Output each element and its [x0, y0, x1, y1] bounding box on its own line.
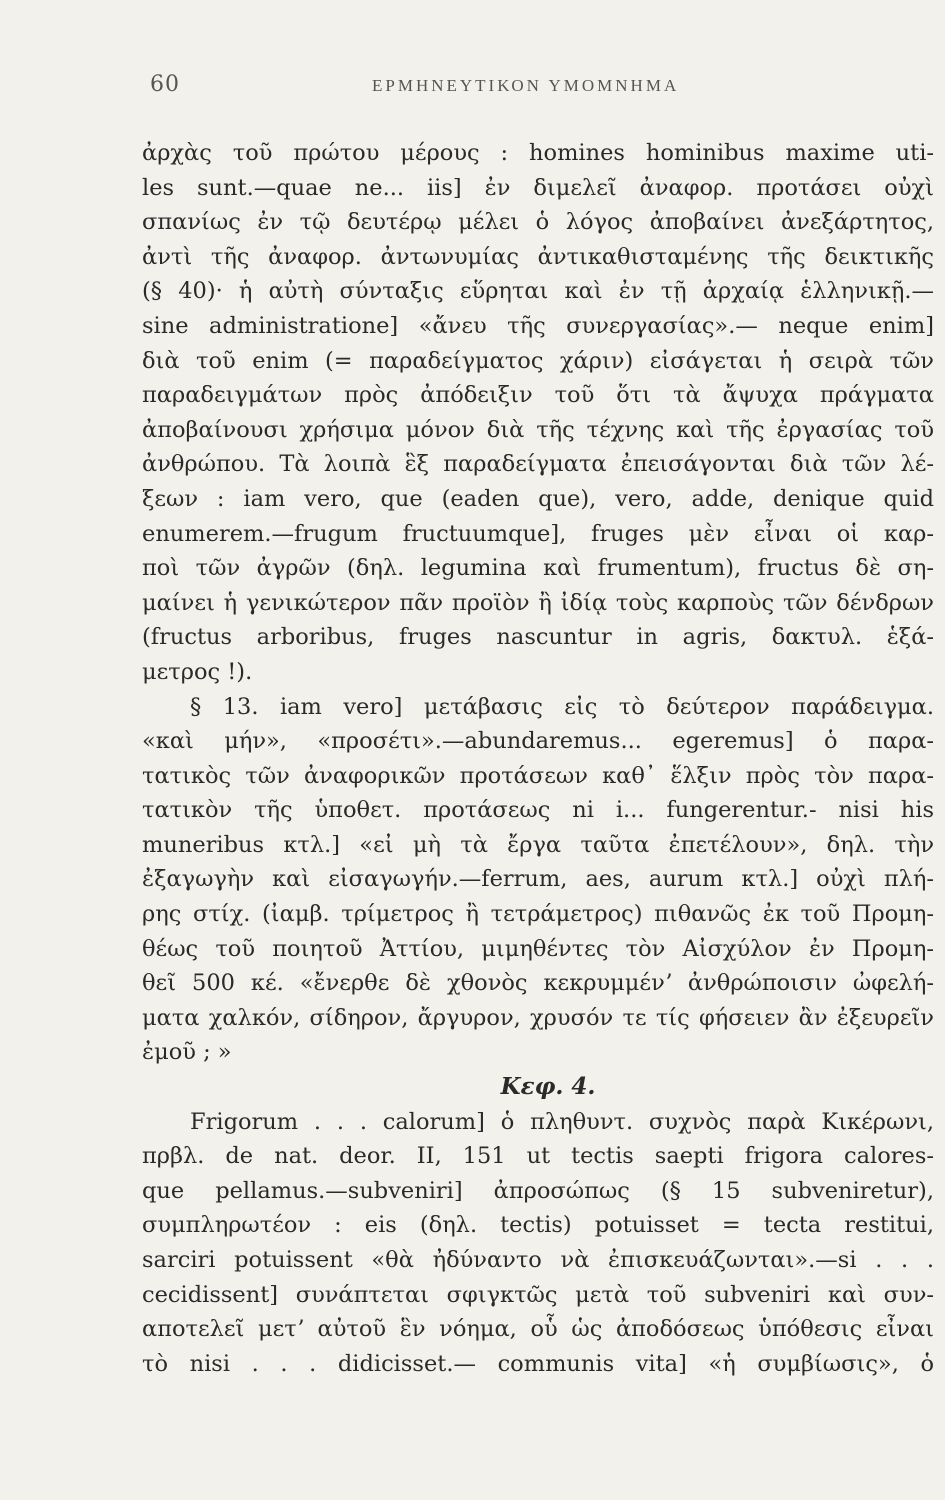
text-line: ἐξαγωγὴν καὶ εἰσαγωγήν.—ferrum, aes, aurum κτλ.] οὐχὶ πλή- [142, 866, 934, 893]
text-line: συμπληρωτέον : eis (δηλ. tectis) potuisset = tecta restitui, [142, 1212, 934, 1239]
text-line: ἀντὶ τῆς ἀναφορ. ἀντωνυμίας ἀντικαθισταμένης τῆς δεικτικῆς [142, 243, 934, 270]
text-line: sarciri potuissent «θὰ ἠδύναντο νὰ ἐπισκευάζωνται».—si . . . [142, 1247, 934, 1273]
text-line: ποὶ τῶν ἀγρῶν (δηλ. legumina καὶ frumentum), fructus δὲ ση- [142, 555, 934, 582]
text-line: τὸ nisi . . . didicisset.— communis vita] «ἡ συμβίωσις», ὁ [142, 1350, 934, 1377]
text-line: μαίνει ἡ γενικώτερον πᾶν προϊὸν ἢ ἰδίᾳ τοὺς καρποὺς τῶν δένδρων [142, 589, 934, 616]
text-line: ξεων : iam vero, que (eaden que), vero, adde, denique quid [142, 485, 934, 512]
text-line: μετρος !). [142, 658, 253, 685]
text-line: enumerem.—frugum fructuumque], fruges μὲν εἶναι οἱ καρ- [142, 520, 934, 547]
text-line: θέως τοῦ ποιητοῦ Ἀττίου, μιμηθέντες τὸν Αἰσχύλον ἐν Προμη- [142, 935, 934, 962]
text-line: πρβλ. de nat. deor. II, 151 ut tectis saepti frigora calores- [142, 1143, 934, 1170]
text-line: que pellamus.—subveniri] ἀπροσώπως (§ 15 subveniretur), [142, 1177, 934, 1204]
text-line: ἀποβαίνουσι χρήσιμα μόνον διὰ τῆς τέχνης καὶ τῆς ἐργασίας τοῦ [142, 416, 934, 443]
chapter-heading: Κεφ. 4. [500, 1073, 596, 1101]
text-line: (§ 40)· ἡ αὐτὴ σύνταξις εὕρηται καὶ ἐν τῇ ἀρχαίᾳ ἑλληνικῇ.— [142, 278, 934, 305]
text-line: sine administratione] «ἄνευ τῆς συνεργασίας».— neque enim] [142, 312, 934, 339]
text-line: «καὶ μήν», «προσέτι».—abundaremus... egeremus] ὁ παρα- [142, 728, 934, 755]
text-line: ἐμοῦ ; » [142, 1039, 232, 1066]
text-line: αποτελεῖ μετʼ αὐτοῦ ἓν νόημα, οὗ ὡς ἀποδόσεως ὑπόθεσις εἶναι [142, 1316, 934, 1343]
text-line: διὰ τοῦ enim (= παραδείγματος χάριν) εἰσάγεται ἡ σειρὰ τῶν [142, 347, 934, 374]
text-line: Frigorum . . . calorum] ὁ πληθυντ. συχνὸς παρὰ Κικέρωνι, [190, 1108, 934, 1135]
text-line: θεῖ 500 κέ. «ἔνερθε δὲ χθονὸς κεκρυμμένʼ ἀνθρώποισιν ὠφελή- [142, 970, 934, 997]
page-header [0, 72, 945, 112]
text-line: τατικὸν τῆς ὑποθετ. προτάσεως ni i... fungerentur.- nisi his [142, 797, 934, 824]
text-line: ρης στίχ. (ἰαμβ. τρίμετρος ἢ τετράμετρος) πιθανῶς ἐκ τοῦ Προμη- [142, 901, 934, 928]
text-line: τατικὸς τῶν ἀναφορικῶν προτάσεων καθ᾽ ἕλξιν πρὸς τὸν παρα- [142, 762, 934, 789]
text-line: σπανίως ἐν τῷ δευτέρῳ μέλει ὁ λόγος ἀποβαίνει ἀνεξάρτητος, [142, 209, 934, 236]
commentary-text [142, 136, 934, 1381]
text-line: (fructus arboribus, fruges nascuntur in agris, δακτυλ. ἑξά- [142, 624, 934, 651]
text-line: ἀνθρώπου. Τὰ λοιπὰ ἓξ παραδείγματα ἐπεισάγονται διὰ τῶν λέ- [142, 451, 934, 478]
text-line: παραδειγμάτων πρὸς ἀπόδειξιν τοῦ ὅτι τὰ ἄψυχα πράγματα [142, 382, 934, 409]
text-line: muneribus κτλ.] «εἰ μὴ τὰ ἔργα ταῦτα ἐπετέλουν», δηλ. τὴν [142, 831, 934, 858]
text-line: ματα χαλκόν, σίδηρον, ἄργυρον, χρυσόν τε τίς φήσειεν ἂν ἐξευρεῖν [142, 1004, 934, 1031]
text-line: ἀρχὰς τοῦ πρώτου μέρους : homines hominibus maxime uti- [142, 140, 934, 166]
text-line: cecidissent] συνάπτεται σφιγκτῶς μετὰ τοῦ subveniri καὶ συν- [142, 1281, 934, 1308]
page-number: 60 [150, 72, 180, 97]
running-title: ΕΡΜΗΝΕΥΤΙΚΟΝ ΥΜΟΜΝΗΜΑ [372, 76, 680, 95]
text-line: § 13. iam vero] μετάβασις εἰς τὸ δεύτερον παράδειγμα. [190, 693, 934, 720]
text-line: les sunt.—quae ne... iis] ἐν διμελεῖ ἀναφορ. προτάσει οὐχὶ [142, 174, 934, 201]
